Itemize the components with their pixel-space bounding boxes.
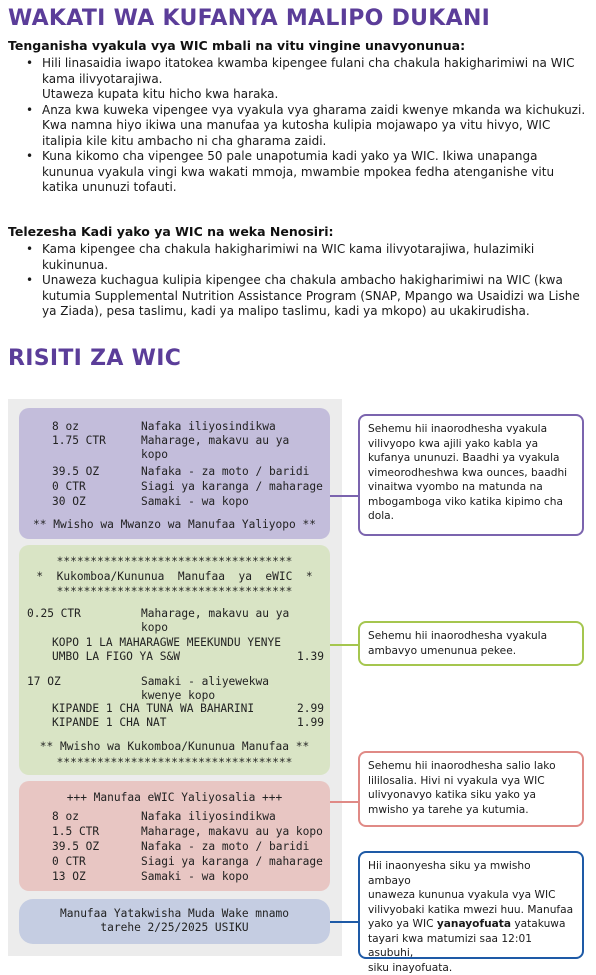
remaining-benefits-box: +++ Manufaa eWIC Yaliyosalia +++ 8 oz Nafaka iliyosindikwa 1.5 CTR Maharage, makavu au ya kopo 39.5 OZ Nafaka - za moto / baridi 0 CTR Siagi ya karanga / maharage 13 OZ Samaki - wa kopo bbox=[19, 781, 330, 891]
list-item: • Anza kwa kuweka vipengee vya vyakula vya gharama zaidi kwenye mkanda wa kichukuzi. Kwa namna hiyo ikiwa una manufaa ya kutosha kulipia mojawapo ya vitu hivyo, WIC italipia kile kitu ambacho ni cha gharama zaidi. bbox=[30, 103, 586, 150]
expiry-box: Manufaa Yatakwisha Muda Wake mnamo tarehe 2/25/2025 USIKU bbox=[19, 899, 330, 944]
starting-benefits-callout: Sehemu hii inaorodhesha vyakula vilivyopo kwa ajili yako kabla ya kufanya ununuzi. Baadhi ya vyakula vimeorodheshwa kwa ounces, baadhi vinaitwa vyombo na matunda na mbogamboga viko katika kipimo cha dola. bbox=[358, 414, 584, 536]
swipe-card-list bbox=[30, 242, 586, 320]
receipts-title: RISITI ZA WIC bbox=[8, 346, 182, 371]
purchased-box: *********************************** * Kukomboa/Kununua Manufaa ya eWIC * *********************************** 0.25 CTR Maharage, makavu au ya kopo KOPO 1 LA MAHARAGWE MEEKUNDU YENYE UMBO LA FIGO YA S&W 1.39 17 OZ Samaki - aliyewekwa kwenye kopo KIPANDE 1 CHA TUNA WA BAHARINI 2.99 KIPANDE 1 CHA NAT 1.99 ** Mwisho wa Kukomboa/Kununua Manufaa ** *********************************** bbox=[19, 545, 330, 775]
list-item: • Hili linasaidia iwapo itatokea kwamba kipengee fulani cha chakula hakigharimiwi na WIC kama ilivyotarajiwa. Utaweza kupata kitu hicho kwa haraka. bbox=[30, 56, 586, 103]
list-item: • Kama kipengee cha chakula hakigharimiwi na WIC kama ilivyotarajiwa, hulazimiki kukinunua. bbox=[30, 242, 586, 273]
list-item: • Kuna kikomo cha vipengee 50 pale unapotumia kadi yako ya WIC. Ikiwa unapanga kununua vyakula vingi kwa wakati mmoja, mwambie mpokea fedha atenganishe vitu katika ununuzi tofauti. bbox=[30, 149, 586, 196]
expiry-callout: Hii inaonyesha siku ya mwisho ambayo unaweza kununua vyakula vya WIC vilivyobaki katika mwezi huu. Manufaa yako ya WIC yanayofuata yatakuwa tayari kwa matumizi saa 12:01 asubuhi, siku inayofuata. bbox=[358, 851, 584, 959]
connector-line bbox=[330, 921, 358, 923]
connector-line bbox=[330, 495, 358, 497]
list-item: • Unaweza kuchagua kulipia kipengee cha chakula ambacho hakigharimiwi na WIC (kwa kutumia Supplemental Nutrition Assistance Program (SNAP, Mpango wa Usaidizi wa Lishe ya Ziada), pesa taslimu, kadi ya malipo taslimu, kadi ya mkopo) au ukakirudisha. bbox=[30, 273, 586, 320]
purchased-footer: ** Mwisho wa Kukomboa/Kununua Manufaa ** bbox=[39, 740, 310, 753]
purchased-callout: Sehemu hii inaorodhesha vyakula ambavyo umenunua pekee. bbox=[358, 621, 584, 666]
starting-footer: ** Mwisho wa Mwanzo wa Manufaa Yaliyopo ** bbox=[33, 518, 316, 531]
starting-benefits-box: 8 oz Nafaka iliyosindikwa 1.75 CTR Maharage, makavu au ya kopo 39.5 OZ Nafaka - za moto / baridi 0 CTR Siagi ya karanga / maharage 30 OZ Samaki - wa kopo ** Mwisho wa Mwanzo wa Manufaa Yaliyopo ** bbox=[19, 408, 330, 539]
connector-line bbox=[330, 801, 358, 803]
emphasis-text: yanayofuata bbox=[436, 918, 511, 930]
swipe-card-subheading: Telezesha Kadi yako ya WIC na weka Nenosiri: bbox=[8, 224, 334, 239]
checkout-tips-list bbox=[30, 56, 586, 196]
checkout-subheading: Tenganisha vyakula vya WIC mbali na vitu vingine unavyonunua: bbox=[8, 38, 466, 53]
remaining-callout: Sehemu hii inaorodhesha salio lako lililosalia. Hivi ni vyakula vya WIC ulivyonavyo katika siku yako ya mwisho ya tarehe ya kutumia. bbox=[358, 751, 584, 827]
page-title: WAKATI WA KUFANYA MALIPO DUKANI bbox=[8, 6, 491, 31]
connector-line bbox=[330, 644, 358, 646]
purchased-header: * Kukomboa/Kununua Manufaa ya eWIC * bbox=[36, 570, 313, 583]
remaining-header: +++ Manufaa eWIC Yaliyosalia +++ bbox=[66, 791, 283, 804]
